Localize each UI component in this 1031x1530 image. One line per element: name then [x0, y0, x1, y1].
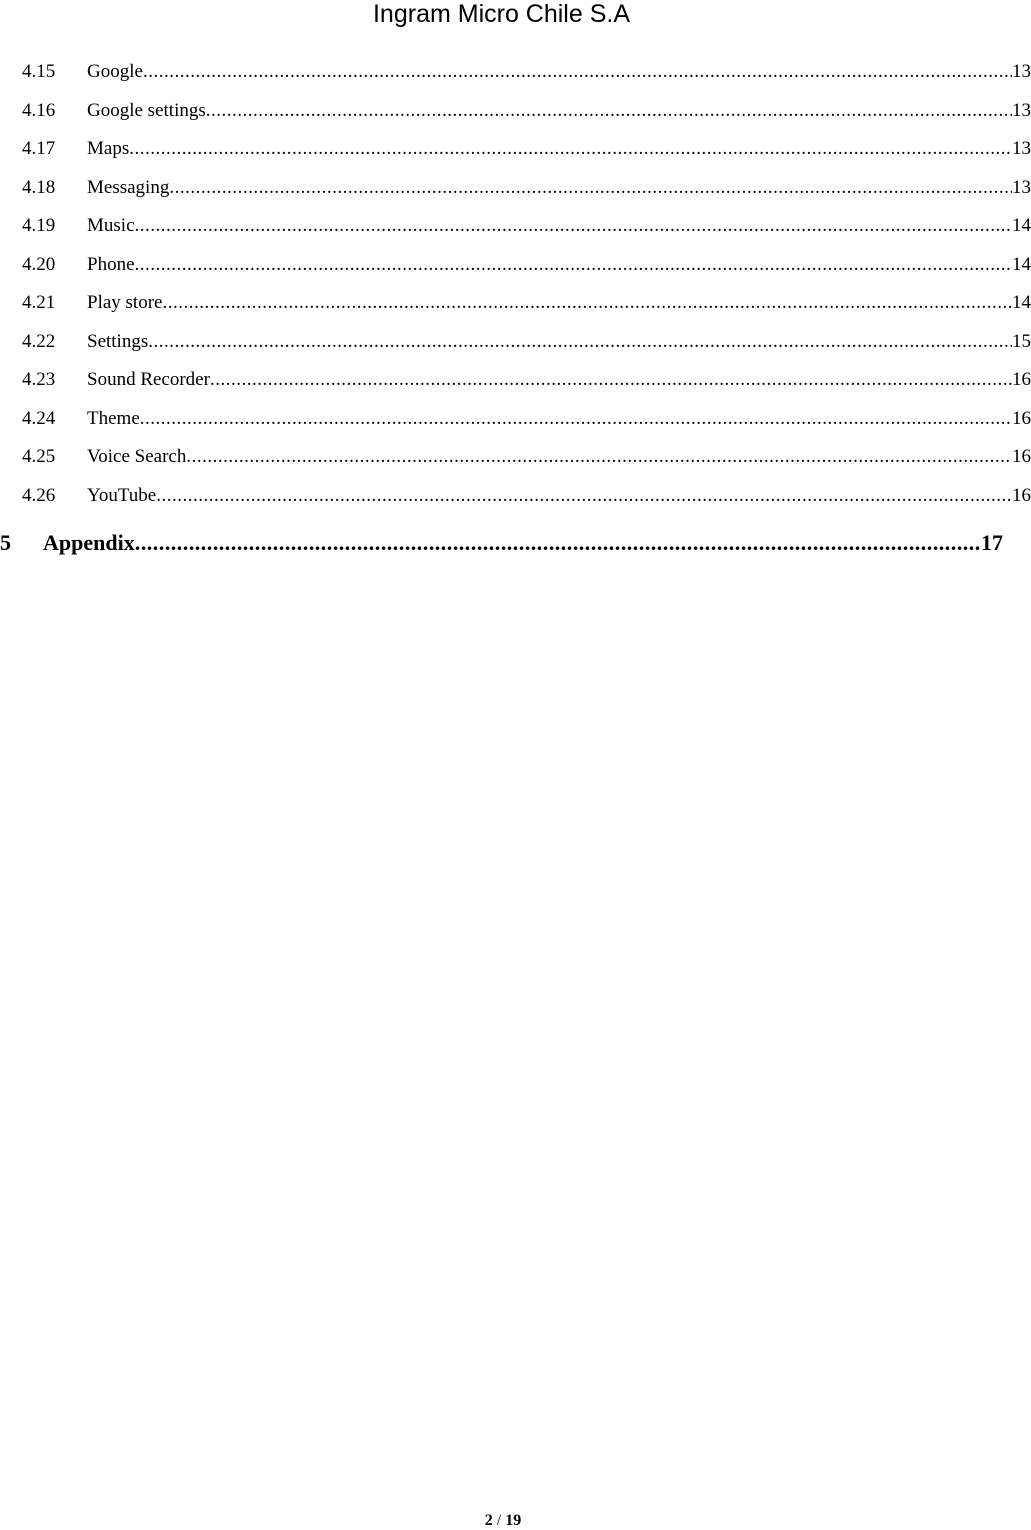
toc-entry[interactable]	[22, 366, 1031, 394]
toc-entry-title: Theme	[87, 407, 140, 429]
toc-entry-page: 13	[1012, 176, 1031, 198]
toc-entry-page: 14	[1012, 253, 1031, 275]
toc-entry-title: Google settings	[87, 99, 206, 121]
toc-entry-number: 4.24	[22, 407, 56, 429]
toc-entry-number: 4.25	[22, 446, 56, 467]
toc-dot-leader	[206, 97, 1012, 125]
toc-entry-title: Sound Recorder	[87, 369, 210, 390]
toc-entry-number: 4.18	[22, 176, 56, 198]
toc-entry-number: 4.21	[22, 292, 56, 313]
toc-dot-leader	[140, 405, 1012, 433]
toc-entry-number: 4.23	[22, 369, 56, 390]
toc-entry-number: 4.19	[22, 215, 56, 236]
toc-entry-page: 14	[1012, 292, 1031, 313]
toc-chapter-number: 5	[0, 530, 11, 555]
toc-entry-number: 4.17	[22, 138, 56, 159]
toc-entry[interactable]	[22, 251, 1031, 279]
current-page-number: 2	[484, 1512, 493, 1529]
toc-entry-title: YouTube	[87, 484, 157, 506]
toc-entry-number: 4.15	[22, 61, 56, 82]
total-page-count: 19	[505, 1512, 522, 1529]
toc-chapter-entry[interactable]	[0, 528, 1003, 558]
toc-entry[interactable]	[22, 58, 1031, 86]
toc-entry-page: 14	[1012, 215, 1031, 236]
page-separator: /	[492, 1512, 506, 1529]
toc-entry-title: Music	[87, 215, 135, 236]
toc-entry[interactable]	[22, 97, 1031, 125]
toc-entry[interactable]	[22, 328, 1031, 356]
toc-entry-number: 4.22	[22, 330, 56, 352]
toc-entry-page: 16	[1012, 369, 1031, 390]
toc-entry-title: Play store	[87, 292, 163, 313]
toc-chapter-title: Appendix	[43, 530, 135, 555]
toc-dot-leader	[148, 328, 1012, 356]
toc-entry-title: Settings	[87, 330, 149, 352]
toc-entry[interactable]	[22, 174, 1031, 202]
toc-dot-leader	[143, 58, 1012, 86]
toc-entry-title: Phone	[87, 253, 135, 275]
page-footer	[0, 1512, 1006, 1530]
toc-entry[interactable]	[22, 212, 1031, 240]
toc-entry-page: 13	[1012, 99, 1031, 121]
toc-entry-page: 13	[1012, 61, 1031, 82]
document-header	[0, 0, 1003, 28]
toc-dot-leader	[156, 482, 1012, 510]
toc-dot-leader	[186, 443, 1012, 471]
toc-entry-title: Maps	[87, 138, 130, 159]
toc-entry-number: 4.20	[22, 253, 56, 275]
toc-entry-number: 4.26	[22, 484, 56, 506]
toc-entry[interactable]	[22, 405, 1031, 433]
toc-dot-leader	[135, 251, 1013, 279]
toc-dot-leader	[129, 135, 1012, 163]
toc-entry[interactable]	[22, 443, 1031, 471]
toc-entry-page: 15	[1012, 330, 1031, 352]
toc-dot-leader	[210, 366, 1012, 394]
toc-entry-title: Messaging	[87, 176, 170, 198]
toc-dot-leader	[162, 289, 1012, 317]
toc-dot-leader	[135, 212, 1013, 240]
toc-entry-page: 16	[1012, 484, 1031, 506]
toc-entry-title: Voice Search	[87, 446, 187, 467]
toc-entry-title: Google	[87, 61, 143, 82]
toc-entry-page: 13	[1012, 138, 1031, 159]
toc-dot-leader	[135, 528, 981, 558]
toc-entry-number: 4.16	[22, 99, 56, 121]
toc-chapter-page: 17	[981, 530, 1003, 555]
toc-entry[interactable]	[22, 289, 1031, 317]
company-name: Ingram Micro Chile S.A	[372, 0, 631, 28]
toc-entry-page: 16	[1012, 446, 1031, 467]
toc-entry-page: 16	[1012, 407, 1031, 429]
toc-entry[interactable]	[22, 135, 1031, 163]
toc-dot-leader	[169, 174, 1012, 202]
toc-entry[interactable]	[22, 482, 1031, 510]
